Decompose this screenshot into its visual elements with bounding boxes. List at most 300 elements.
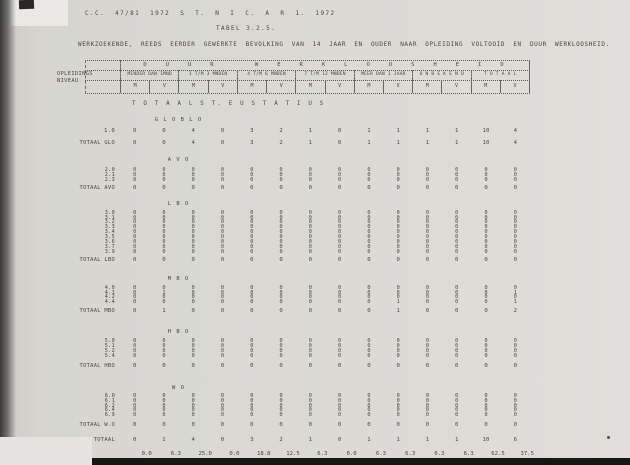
value-cell: 0 [338, 412, 342, 419]
scan-ink-mark [19, 0, 34, 9]
value-cell: 0 [513, 167, 517, 173]
value-cell: 0.0 [141, 451, 152, 458]
table-row [0, 140, 630, 147]
value-cell: 0 [308, 224, 312, 231]
value-cell: 1 [308, 128, 313, 134]
value-cell: 0 [455, 167, 459, 173]
row-label: 3.7 [104, 243, 115, 250]
value-cell: 0 [338, 352, 342, 359]
value-cell: 0 [484, 308, 488, 315]
value-cell: 0 [484, 352, 488, 359]
value-cell: 0 [338, 397, 342, 404]
value-cell: 0 [425, 402, 430, 409]
value-cell: 0 [162, 128, 166, 134]
value-cell: 0 [513, 397, 517, 404]
value-cell: 0 [308, 412, 312, 419]
value-cell: 0 [425, 362, 430, 369]
value-cell: 0 [191, 214, 195, 221]
value-cell: 0 [338, 239, 342, 246]
value-cell: 0 [250, 397, 254, 404]
value-cell: 0 [191, 422, 195, 429]
value-cell: 0 [338, 284, 342, 291]
value-cell: 0 [250, 407, 254, 414]
value-cell: 0 [367, 214, 371, 221]
value-cell: 0 [455, 289, 459, 296]
value-cell: 6.3 [375, 451, 386, 458]
value-cell: 0 [308, 392, 312, 399]
value-cell: 0 [484, 224, 488, 231]
region-title: T O T A A L S T. E U S T A T I U S [132, 101, 326, 107]
value-cell: 0 [396, 214, 400, 221]
value-cell: 0 [162, 248, 166, 255]
value-cell: 0 [133, 402, 137, 409]
value-cell: 0 [484, 397, 488, 404]
value-cell: 0 [367, 338, 371, 345]
value-cell: 0 [162, 176, 166, 183]
value-cell: 0 [250, 243, 254, 250]
value-cell: 0 [162, 140, 166, 146]
sections-container [0, 117, 630, 458]
value-cell: 0 [337, 362, 342, 369]
value-cell: 0 [191, 392, 195, 399]
value-cell: 0 [396, 239, 400, 246]
value-cell: 0 [338, 407, 342, 414]
row-label: 4.4 [104, 299, 115, 306]
value-cell: 0 [513, 284, 517, 291]
value-cell: 0 [162, 184, 166, 191]
value-cell: 0 [220, 171, 225, 178]
value-cell: 0 [133, 407, 137, 414]
value-cell: 0 [133, 248, 137, 255]
value-cell: 0 [396, 219, 400, 226]
value-cell: 0 [396, 171, 400, 178]
education-section [0, 117, 630, 147]
value-cell: 0 [484, 229, 488, 236]
value-cell: 0 [513, 224, 517, 231]
row-label: 3.6 [104, 239, 115, 246]
value-cell: 18.8 [257, 451, 271, 458]
table-row [0, 354, 630, 359]
value-cell: 0 [191, 176, 195, 183]
value-cell: 0 [396, 289, 400, 296]
value-cell: 0 [338, 294, 342, 301]
value-cell: 0 [484, 171, 488, 178]
row-label: 4.0 [104, 284, 115, 291]
value-cell: 4 [513, 140, 517, 146]
value-cell: 0.0 [346, 451, 357, 458]
value-cell: 0 [425, 234, 430, 241]
value-cell: 0 [338, 402, 342, 409]
value-cell: 0 [425, 171, 430, 178]
stub-header [57, 71, 93, 85]
value-cell: 0 [191, 289, 195, 296]
value-cell: 0 [513, 348, 517, 355]
value-cell: 0 [338, 234, 342, 241]
value-cell: 0 [396, 209, 400, 216]
section-rows [0, 286, 630, 306]
value-cell: 10 [482, 128, 490, 134]
value-cell: 0 [513, 209, 517, 216]
value-cell: 2 [279, 128, 283, 134]
value-cell: 0 [191, 338, 195, 345]
value-cell: 0 [308, 176, 312, 183]
value-cell: 0 [220, 219, 225, 226]
value-cell: 0 [455, 412, 459, 419]
value-cell: 0 [367, 392, 371, 399]
value-cell: 0 [162, 294, 166, 301]
table-row [0, 185, 630, 192]
value-cell: 0 [308, 338, 312, 345]
value-cell: 0 [250, 176, 254, 183]
value-cell: 1 [367, 128, 371, 134]
value-cell: 0.0 [229, 451, 240, 458]
section-header: W O [172, 384, 185, 391]
subcolumn-header-v: V [208, 80, 237, 93]
value-cell: 0 [367, 284, 371, 291]
value-cell: 0 [484, 167, 488, 173]
value-cell: 0 [396, 348, 400, 355]
subcolumn-header-m: M [237, 80, 266, 93]
row-label: 2.1 [104, 171, 115, 178]
value-cell: 0 [513, 184, 517, 191]
value-cell: 0 [220, 284, 225, 291]
value-cell: 0 [220, 407, 225, 414]
value-cell: 0 [484, 343, 488, 350]
value-cell: 0 [367, 299, 371, 306]
row-label: 5.0 [104, 338, 115, 345]
value-cell: 0 [367, 402, 371, 409]
value-cell: 0 [279, 229, 283, 236]
column-header: T O T A A L [471, 70, 529, 80]
row-label: 6.4 [104, 407, 115, 414]
value-cell: 0 [162, 171, 166, 178]
value-cell: 0 [279, 234, 283, 241]
value-cell: 0 [279, 209, 283, 216]
value-cell: 0 [308, 239, 312, 246]
value-cell: 6.3 [170, 451, 181, 458]
value-cell: 0 [162, 402, 166, 409]
value-cell: 0 [337, 128, 342, 134]
value-cell: 0 [425, 338, 430, 345]
span-header: DUUR WERKLOOSHEID [120, 60, 530, 70]
value-cell: 0 [220, 128, 225, 134]
value-cell: 0 [367, 308, 371, 315]
value-cell: 1 [513, 289, 517, 296]
value-cell: 0 [455, 243, 459, 250]
section-header: M B O [167, 275, 190, 282]
section-rows [0, 339, 630, 359]
value-cell: 6.3 [317, 451, 328, 458]
value-cell: 0 [308, 299, 312, 306]
table-row [0, 451, 630, 458]
value-cell: 2 [279, 437, 283, 444]
value-cell: 0 [513, 338, 517, 345]
value-cell: 2 [279, 140, 283, 146]
value-cell: 0 [338, 167, 342, 173]
value-cell: 0 [367, 219, 371, 226]
value-cell: 0 [191, 397, 195, 404]
value-cell: 0 [396, 412, 400, 419]
education-section [0, 157, 630, 192]
value-cell: 0 [513, 248, 517, 255]
value-cell: 0 [396, 294, 400, 301]
value-cell: 0 [513, 229, 517, 236]
value-cell: 0 [279, 352, 283, 359]
value-cell: 0 [425, 422, 430, 429]
value-cell: 1 [425, 128, 430, 134]
value-cell: 0 [132, 437, 137, 444]
value-cell: 6.3 [405, 451, 416, 458]
value-cell: 0 [396, 338, 400, 345]
value-cell: 0 [191, 239, 195, 246]
value-cell: 0 [250, 412, 254, 419]
value-cell: 1 [396, 128, 400, 134]
value-cell: 0 [367, 248, 371, 255]
value-cell: 0 [191, 219, 195, 226]
value-cell: 0 [455, 209, 459, 216]
section-rows [0, 168, 630, 183]
value-cell: 0 [250, 352, 254, 359]
value-cell: 0 [220, 397, 225, 404]
table-row [0, 363, 630, 370]
value-cell: 3 [250, 140, 254, 146]
value-cell: 0 [220, 362, 225, 369]
value-cell: 0 [396, 256, 400, 263]
value-cell: 0 [455, 348, 459, 355]
value-cell: 0 [133, 224, 137, 231]
value-cell: 0 [367, 224, 371, 231]
value-cell: 0 [425, 397, 430, 404]
value-cell: 0 [191, 299, 195, 306]
section-rows [0, 211, 630, 255]
value-cell: 0 [133, 229, 137, 236]
value-cell: 0 [396, 229, 400, 236]
header-rule-bottom [85, 93, 530, 94]
row-label: 6.0 [104, 392, 115, 399]
value-cell: 0 [220, 299, 225, 306]
value-cell: 0 [396, 184, 400, 191]
value-cell: 0 [250, 167, 254, 173]
value-cell: 0 [220, 167, 225, 173]
value-cell: 0 [367, 348, 371, 355]
value-cell: 0 [308, 407, 312, 414]
value-cell: 0 [308, 234, 312, 241]
table-row [0, 178, 630, 183]
value-cell: 0 [425, 214, 430, 221]
value-cell: 0 [279, 171, 283, 178]
value-cell: 4 [513, 128, 517, 134]
value-cell: 0 [425, 256, 430, 263]
value-cell: 0 [338, 209, 342, 216]
value-cell: 0 [279, 407, 283, 414]
value-cell: 0 [220, 289, 225, 296]
value-cell: 0 [279, 284, 283, 291]
value-cell: 0 [367, 362, 371, 369]
value-cell: 0 [455, 308, 459, 315]
row-label: 6.9 [104, 412, 115, 419]
value-cell: 0 [308, 184, 313, 191]
value-cell: 0 [250, 248, 254, 255]
value-cell: 0 [250, 289, 254, 296]
value-cell: 0 [455, 229, 459, 236]
value-cell: 0 [367, 412, 371, 419]
value-cell: 0 [367, 289, 371, 296]
page-title: WERKZOEKENDE, REEDS EERDER GEWERKTE BEVOLKING VAN 14 JAAR EN OUDER NAAR OPLEIDING VOLTOOID EN DUUR WERKLOOSHEID. [78, 41, 610, 48]
value-cell: 0 [308, 171, 312, 178]
value-cell: 0 [425, 209, 430, 216]
value-cell: 0 [220, 209, 225, 216]
value-cell: 0 [162, 362, 166, 369]
value-cell: 0 [279, 412, 283, 419]
value-cell: 0 [425, 239, 430, 246]
value-cell: 0 [220, 308, 225, 315]
value-cell: 0 [337, 256, 342, 263]
value-cell: 0 [338, 338, 342, 345]
value-cell: 0 [133, 352, 137, 359]
value-cell: 1 [308, 437, 313, 444]
value-cell: 0 [250, 229, 254, 236]
value-cell: 0 [484, 234, 488, 241]
value-cell: 0 [133, 284, 137, 291]
value-cell: 0 [279, 248, 283, 255]
value-cell: 4 [191, 437, 195, 444]
value-cell: 0 [191, 234, 195, 241]
value-cell: 0 [250, 234, 254, 241]
value-cell: 0 [396, 397, 400, 404]
value-cell: 0 [220, 140, 225, 146]
value-cell: 0 [133, 234, 137, 241]
value-cell: 0 [308, 294, 312, 301]
value-cell: 0 [250, 338, 254, 345]
value-cell: 0 [279, 289, 283, 296]
value-cell: 0 [162, 219, 166, 226]
value-cell: 0 [367, 397, 371, 404]
value-cell: 0 [279, 256, 283, 263]
value-cell: 0 [513, 256, 517, 263]
value-cell: 0 [220, 229, 225, 236]
section-total-label: TOTAAL HBO [79, 362, 115, 369]
education-section [0, 385, 630, 429]
value-cell: 0 [513, 402, 517, 409]
value-cell: 1 [162, 308, 166, 315]
value-cell: 0 [484, 248, 488, 255]
value-cell: 0 [484, 407, 488, 414]
row-label: 5.4 [104, 352, 115, 359]
value-cell: 0 [250, 299, 254, 306]
value-cell: 0 [308, 167, 312, 173]
subcolumn-header-m: M [354, 80, 383, 93]
value-cell: 0 [191, 284, 195, 291]
value-cell: 0 [425, 229, 430, 236]
value-cell: 0 [425, 284, 430, 291]
value-cell: 0 [513, 214, 517, 221]
value-cell: 0 [191, 248, 195, 255]
value-cell: 0 [484, 209, 488, 216]
value-cell: 0 [484, 338, 488, 345]
value-cell: 0 [279, 214, 283, 221]
value-cell: 0 [133, 412, 137, 419]
subcolumn-header-m: M [295, 80, 324, 93]
value-cell: 0 [162, 224, 166, 231]
value-cell: 0 [455, 214, 459, 221]
value-cell: 0 [162, 299, 166, 306]
value-cell: 0 [279, 176, 283, 183]
value-cell: 0 [162, 229, 166, 236]
value-cell: 0 [396, 234, 400, 241]
row-label: 3.4 [104, 229, 115, 236]
value-cell: 1 [367, 437, 371, 444]
row-label: 5.2 [104, 348, 115, 355]
value-cell: 12.5 [286, 451, 300, 458]
value-cell: 0 [455, 239, 459, 246]
value-cell: 0 [455, 184, 459, 191]
value-cell: 0 [250, 422, 254, 429]
value-cell: 0 [308, 284, 312, 291]
value-cell: 0 [367, 243, 371, 250]
value-cell: 0 [250, 256, 254, 263]
value-cell: 0 [338, 176, 342, 183]
value-cell: 0 [484, 289, 488, 296]
value-cell: 1 [396, 140, 400, 146]
value-cell: 0 [513, 343, 517, 350]
value-cell: 0 [191, 229, 195, 236]
value-cell: 0 [367, 343, 371, 350]
value-cell: 0 [220, 412, 225, 419]
value-cell: 0 [162, 412, 166, 419]
section-rows [0, 394, 630, 418]
value-cell: 0 [425, 176, 430, 183]
table-header [120, 60, 530, 93]
value-cell: 0 [279, 397, 283, 404]
value-cell: 0 [337, 140, 342, 146]
value-cell: 0 [162, 348, 166, 355]
education-section [0, 201, 630, 264]
value-cell: 0 [338, 214, 342, 221]
value-cell: 0 [132, 256, 137, 263]
value-cell: 0 [133, 239, 137, 246]
value-cell: 4 [191, 128, 195, 134]
scan-bottom-band [92, 458, 630, 465]
value-cell: 0 [484, 256, 488, 263]
table-row [0, 308, 630, 315]
value-cell: 0 [162, 352, 166, 359]
value-cell: 0 [484, 239, 488, 246]
value-cell: 0 [425, 289, 430, 296]
value-cell: 25.0 [198, 451, 212, 458]
value-cell: 0 [191, 184, 195, 191]
value-cell: 0 [367, 184, 371, 191]
section-total-label: TOTAAL MBO [79, 308, 115, 315]
row-label: 3.0 [104, 209, 115, 216]
value-cell: 0 [279, 402, 283, 409]
row-label: 2.0 [104, 167, 115, 173]
value-cell: 1 [455, 437, 459, 444]
value-cell: 0 [133, 289, 137, 296]
value-cell: 1 [308, 140, 313, 146]
value-cell: 0 [308, 397, 312, 404]
value-cell: 0 [132, 362, 137, 369]
value-cell: 0 [484, 362, 488, 369]
value-cell: 4 [191, 140, 195, 146]
value-cell: 0 [279, 239, 283, 246]
table-body [0, 95, 630, 458]
value-cell: 0 [338, 243, 342, 250]
value-cell: 0 [133, 343, 137, 350]
value-cell: 0 [308, 229, 312, 236]
value-cell: 0 [132, 184, 137, 191]
value-cell: 0 [484, 348, 488, 355]
value-cell: 0 [220, 243, 225, 250]
